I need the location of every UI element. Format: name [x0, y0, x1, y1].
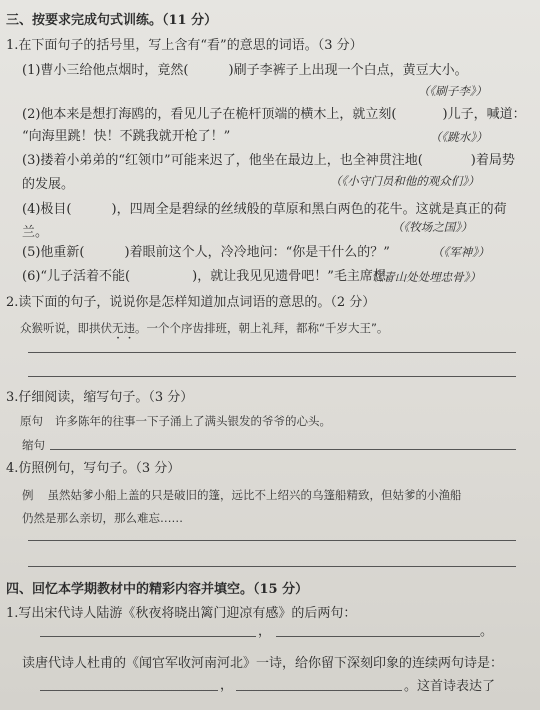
s5-answer-blank[interactable] [85, 246, 125, 258]
s3-post: )着局势 [470, 153, 515, 168]
q1-sentence-4 [22, 202, 507, 218]
s4q1-prompt-2: 读唐代诗人杜甫的《闻官军收河南河北》一诗，给你留下深刻印象的连续两句诗是： [22, 656, 504, 671]
q3-abbrev-label: 缩句 [22, 438, 45, 452]
q1-sentence-1 [22, 63, 468, 79]
s6-source: （《青山处处埋忠骨》） [366, 270, 481, 284]
q4-example-line-1 [22, 487, 462, 503]
poem-period-1: 。 [480, 624, 494, 639]
q1-sentence-5 [22, 245, 390, 261]
s2-line2: “向海里跳！快！不跳我就开枪了！” [22, 129, 231, 144]
s1-source: （《刷子李》） [418, 84, 487, 98]
s1-pre: (1)曹小三给他点烟时，竟然( [22, 63, 189, 78]
q3-original-label: 原句 [20, 414, 43, 428]
s5-source: （《军神》） [432, 245, 490, 259]
q1-sentence-6 [22, 269, 399, 285]
s4-line2: 兰。 [22, 225, 49, 240]
poem-line-1-blank[interactable] [40, 636, 256, 637]
q1-sentence-2 [22, 107, 526, 123]
s4-post: )，四周全是碧绿的丝绒般的草原和黑白两色的花牛。这就是真正的荷 [111, 202, 507, 217]
q2-answer-line-2[interactable] [28, 376, 516, 377]
s4q1-prompt: 1.写出宋代诗人陆游《秋夜将晓出篱门迎凉有感》的后两句： [6, 606, 357, 621]
q3-original-text: 许多陈年的往事一下子涌上了满头银发的爷爷的心头。 [55, 414, 331, 428]
q4-prompt: 4.仿照例句，写句子。（3 分） [6, 461, 181, 476]
q1-prompt: 1.在下面句子的括号里，写上含有“看”的意思的词语。（3 分） [6, 38, 363, 53]
s2-source: （《跳水》） [430, 130, 488, 144]
s1-post: )刷子李裤子上出现一个白点，黄豆大小。 [228, 63, 468, 78]
q2-answer-line-1[interactable] [28, 352, 516, 353]
s6-post: )，就让我见见遗骨吧！”毛主席想。 [192, 269, 399, 284]
q3-prompt: 3.仔细阅读，缩写句子。（3 分） [6, 390, 194, 405]
s4-answer-blank[interactable] [72, 203, 112, 215]
s4q1-tail: 。这首诗表达了 [404, 679, 496, 694]
q4-answer-line-2[interactable] [28, 566, 516, 567]
q2-sentence [20, 320, 388, 342]
q4-example-text-1: 虽然姑爹小船上盖的只是破旧的篷，远比不上绍兴的乌篷船精致，但姑爹的小渔船 [47, 488, 462, 502]
s3-pre: (3)搂着小弟弟的“红领巾”可能来迟了，他坐在最边上，也全神贯注地( [22, 153, 423, 168]
s6-answer-blank[interactable] [130, 270, 192, 282]
poem-line-4-blank[interactable] [236, 690, 402, 691]
q1-sentence-3 [22, 153, 515, 169]
section3-title: 三、按要求完成句式训练。（11 分） [6, 13, 218, 28]
s5-pre: (5)他重新( [22, 245, 85, 260]
poem-line-3-blank[interactable] [40, 690, 218, 691]
q2-prompt: 2.读下面的句子，说说你是怎样知道加点词语的意思的。（2 分） [6, 295, 376, 310]
s5-post: )着眼前这个人，冷冷地问：“你是干什么的？” [124, 245, 390, 260]
s3-line2: 的发展。 [22, 177, 75, 192]
poem-line-2-blank[interactable] [276, 636, 480, 637]
s2-post: )儿子，喊道： [442, 107, 526, 122]
q3-original [20, 413, 331, 429]
poem-comma-1: ， [258, 624, 272, 639]
s1-answer-blank[interactable] [189, 64, 229, 76]
q2-sentence-post: 。一个个序齿排班，朝上礼拜，都称“千岁大王”。 [135, 321, 389, 335]
q2-dotted-words: 无违 [112, 321, 135, 335]
poem-comma-2: ， [220, 678, 234, 693]
q4-answer-line-1[interactable] [28, 540, 516, 541]
section4-title: 四、回忆本学期教材中的精彩内容并填空。（15 分） [6, 582, 309, 597]
q3-answer-line[interactable] [50, 449, 516, 450]
q2-sentence-pre: 众猴听说，即拱伏 [20, 321, 112, 335]
q4-example-label: 例 [22, 488, 34, 502]
s6-pre: (6)“儿子活着不能( [22, 269, 131, 284]
s2-pre: (2)他本来是想打海鸥的，看见儿子在桅杆顶端的横木上，就立刻( [22, 107, 397, 122]
s4-pre: (4)极目( [22, 202, 72, 217]
s3-answer-blank[interactable] [423, 154, 471, 166]
s4-source: （《牧场之国》） [392, 220, 473, 234]
s3-source: （《小守门员和他的观众们》） [330, 174, 480, 188]
s2-answer-blank[interactable] [397, 108, 443, 120]
q4-example-line-2: 仍然是那么亲切，那么难忘…… [22, 511, 183, 525]
